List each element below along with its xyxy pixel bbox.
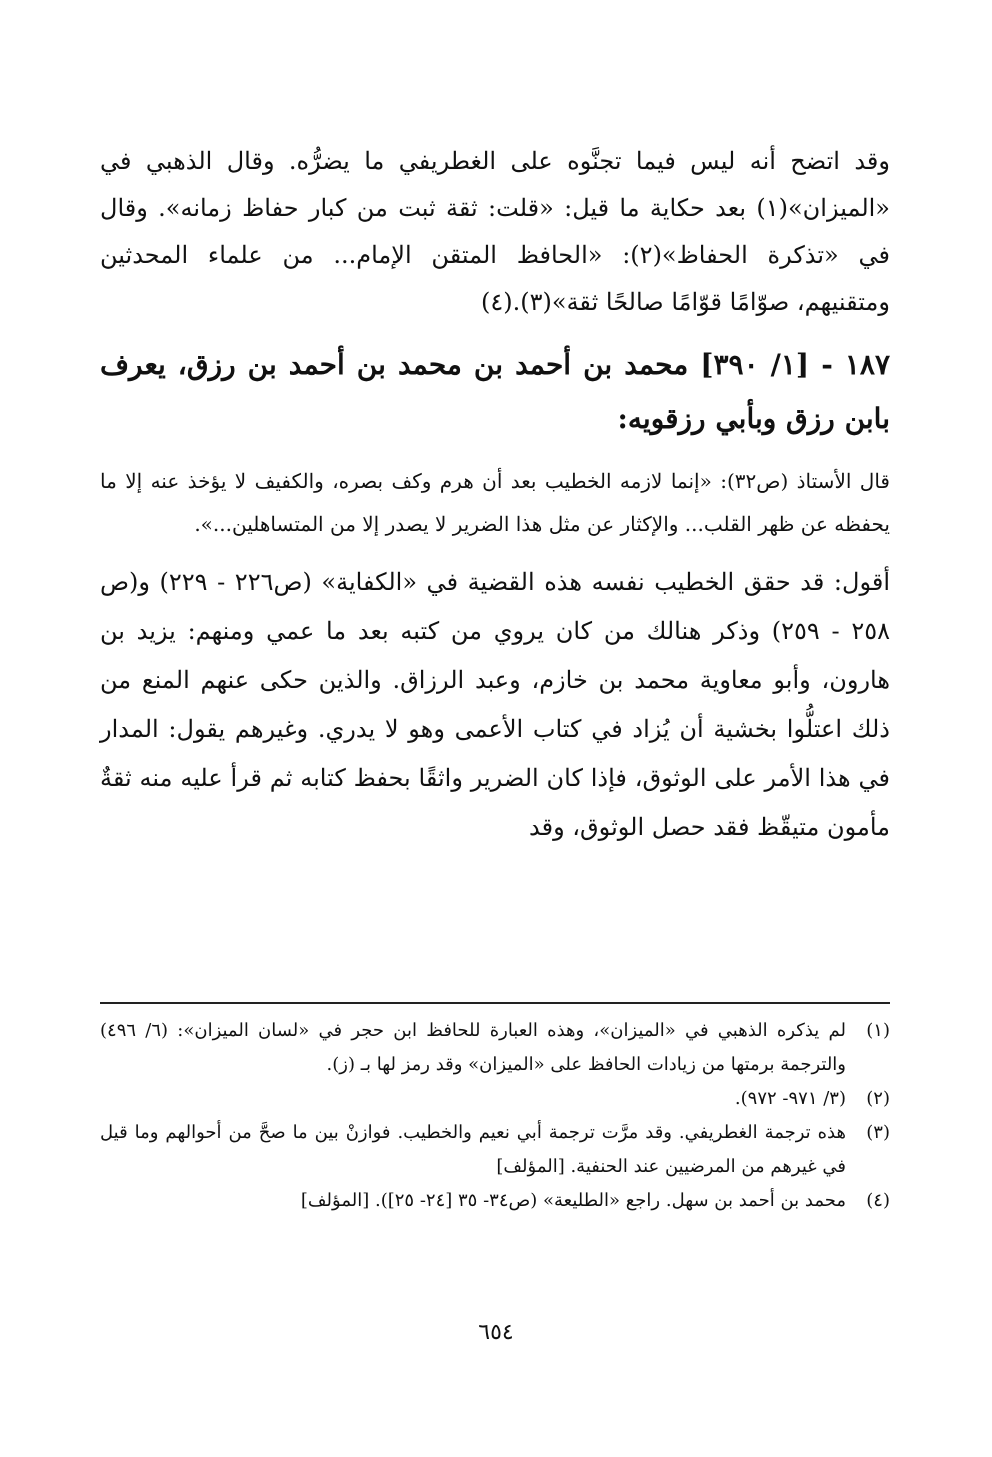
ustadh-quote-paragraph: قال الأستاذ (ص٣٢): «إنما لازمه الخطيب بعد أن هرم وكف بصره، والكفيف لا يؤخذ عنه إلا ما يحفظه عن ظهر القلب... والإكثار عن مثل هذا الضرير لا يصدر إلا من المتساهلين...».	[100, 469, 890, 536]
footnote-number: (٢)	[866, 1088, 890, 1109]
footnote-1	[100, 1014, 890, 1082]
footnote-divider	[100, 1002, 890, 1004]
footnotes-section	[100, 1014, 890, 1218]
page-number: ٦٥٤	[478, 1320, 514, 1345]
paragraph-dhahabi-quote: وقد اتضح أنه ليس فيما تجنَّوه على الغطريفي ما يضرُّه. وقال الذهبي في «الميزان»(١) بعد حكاية ما قيل: «قلت: ثقة ثبت من كبار حفاظ زمانه». وقال في «تذكرة الحفاظ»(٢): «الحافظ المتقن الإمام... من علماء المحدثين ومتقنيهم، صوّامًا قوّامًا صالحًا ثقة»(٣).(٤)	[100, 147, 890, 316]
footnote-3	[100, 1116, 890, 1184]
footnote-text: لم يذكره الذهبي في «الميزان»، وهذه العبارة للحافظ ابن حجر في «لسان الميزان»: (٦/ ٤٩٦) والترجمة برمتها من زيادات الحافظ على «الميزان» وقد رمز لها بـ (ز).	[100, 1020, 846, 1075]
footnote-text: هذه ترجمة الغطريفي. وقد مرَّت ترجمة أبي نعيم والخطيب. فوازنْ بين ما صحَّ من أحوالهم وما قيل في غيرهم من المرضيين عند الحنفية. [المؤلف]	[100, 1122, 846, 1177]
footnote-2	[100, 1082, 890, 1116]
footnote-4	[100, 1184, 890, 1218]
page-body	[100, 138, 890, 852]
footnote-number: (١)	[866, 1020, 890, 1041]
footnote-number: (٤)	[866, 1190, 890, 1211]
footnote-text: (٣/ ٩٧١- ٩٧٢).	[734, 1088, 846, 1109]
footnote-text: محمد بن أحمد بن سهل. راجع «الطليعة» (ص٣٤- ٣٥ [٢٤- ٢٥]). [المؤلف]	[300, 1190, 846, 1211]
entry-heading-187: ١٨٧ - [١/ ٣٩٠] محمد بن أحمد بن محمد بن أحمد بن رزق، يعرف بابن رزق وبأبي رزقويه:	[100, 348, 890, 435]
response-paragraph: أقول: قد حقق الخطيب نفسه هذه القضية في «الكفاية» (ص٢٢٦ - ٢٢٩) و(ص ٢٥٨ - ٢٥٩) وذكر هنالك من كان يروي من كتبه بعد ما عمي ومنهم: يزيد بن هارون، وأبو معاوية محمد بن خازم، وعبد الرزاق. والذين حكى عنهم المنع من ذلك اعتلُّوا بخشية أن يُزاد في كتاب الأعمى وهو لا يدري. وغيرهم يقول: المدار في هذا الأمر على الوثوق، فإذا كان الضرير واثقًا بحفظ كتابه ثم قرأ عليه منه ثقةٌ مأمون متيقّظ فقد حصل الوثوق، وقد	[100, 568, 890, 841]
footnote-number: (٣)	[866, 1122, 890, 1143]
